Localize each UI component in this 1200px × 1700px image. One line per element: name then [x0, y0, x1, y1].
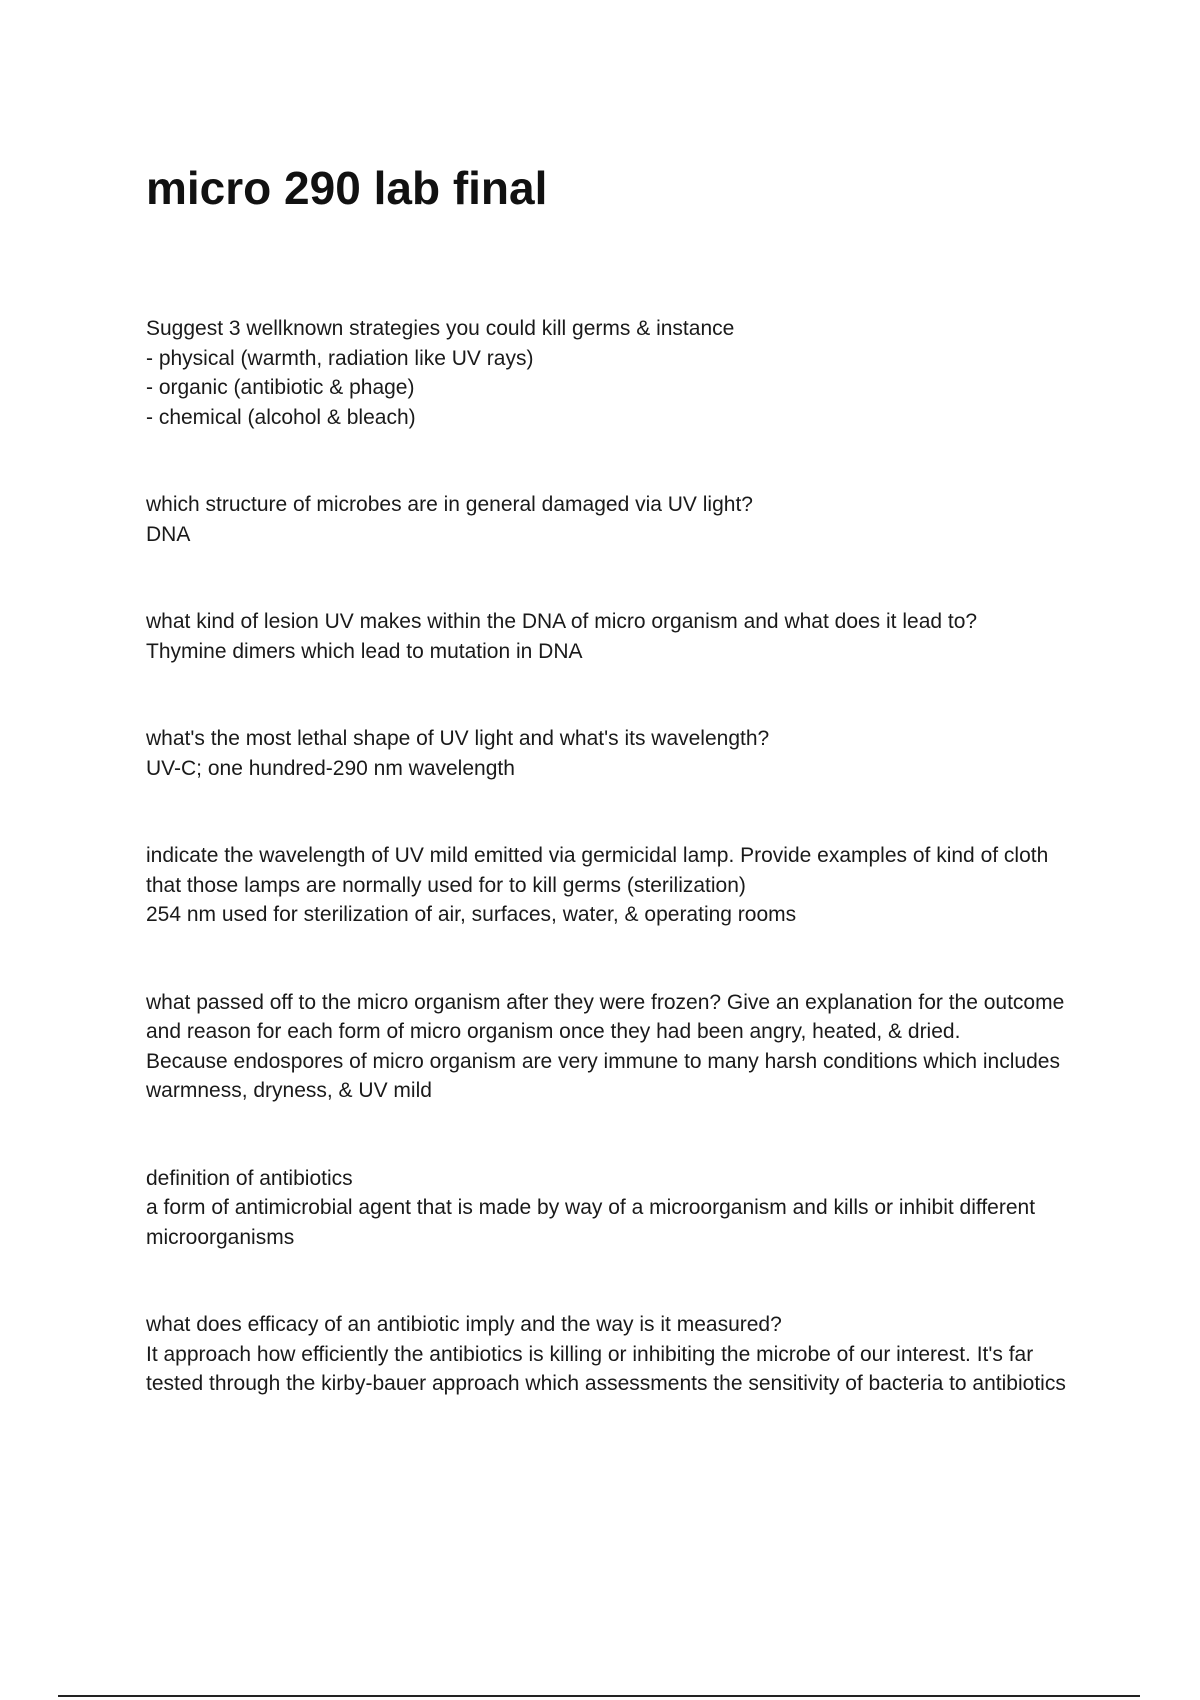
answer-text: - physical (warmth, radiation like UV rays)	[146, 346, 534, 370]
qa-item-lethal-uv	[146, 724, 1066, 783]
question-text: indicate the wavelength of UV mild emitted via germicidal lamp. Provide examples of kind of cloth that those lamps are normally used for to kill germs (sterilization)	[146, 844, 1049, 897]
question-text: what does efficacy of an antibiotic imply and the way is it measured?	[146, 1313, 782, 1336]
question-text: what's the most lethal shape of UV light and what's its wavelength?	[146, 727, 770, 750]
qa-item-germicidal-lamp	[146, 841, 1066, 930]
answer-text: Because endospores of micro organism are very immune to many harsh conditions which includes warmness, dryness, & UV mild	[146, 1049, 1060, 1102]
answer-text: - chemical (alcohol & bleach)	[146, 405, 416, 429]
qa-item-frozen-organisms	[146, 988, 1066, 1106]
footer-divider	[58, 1695, 1140, 1697]
page-title: micro 290 lab final	[146, 162, 548, 214]
answer-text: Thymine dimers which lead to mutation in DNA	[146, 639, 583, 663]
qa-item-uv-lesion	[146, 607, 1066, 666]
qa-item-uv-damage	[146, 490, 1066, 549]
spacer	[146, 666, 1066, 724]
spacer	[146, 930, 1066, 988]
spacer	[146, 549, 1066, 607]
answer-text: a form of antimicrobial agent that is made by way of a microorganism and kills or inhibit different microorganisms	[146, 1196, 1036, 1249]
question-text: definition of antibiotics	[146, 1166, 353, 1190]
answer-text: DNA	[146, 522, 191, 546]
spacer	[146, 1252, 1066, 1310]
spacer	[146, 432, 1066, 490]
answer-text: It approach how efficiently the antibiotics is killing or inhibiting the microbe of our interest. It's far tested through the kirby-bauer approach which assessments the sensitivity of bacteria to antibiotics	[146, 1342, 1066, 1395]
qa-item-antibiotic-efficacy	[146, 1310, 1066, 1399]
question-text: which structure of microbes are in general damaged via UV light?	[146, 493, 753, 516]
qa-item-antibiotics-definition	[146, 1164, 1066, 1253]
question-text: what passed off to the micro organism after they were frozen? Give an explanation for the outcome and reason for each form of micro organism once they had been angry, heated, & dried.	[146, 990, 1065, 1043]
answer-text: - organic (antibiotic & phage)	[146, 376, 415, 399]
answer-text: UV-C; one hundred-290 nm wavelength	[146, 756, 515, 780]
qa-list	[146, 314, 1066, 1399]
question-text: what kind of lesion UV makes within the DNA of micro organism and what does it lead to?	[146, 610, 978, 633]
spacer	[146, 783, 1066, 841]
question-text: Suggest 3 wellknown strategies you could kill germs & instance	[146, 317, 735, 340]
answer-text: 254 nm used for sterilization of air, surfaces, water, & operating rooms	[146, 903, 797, 926]
qa-item-kill-strategies	[146, 314, 1066, 432]
spacer	[146, 1106, 1066, 1164]
